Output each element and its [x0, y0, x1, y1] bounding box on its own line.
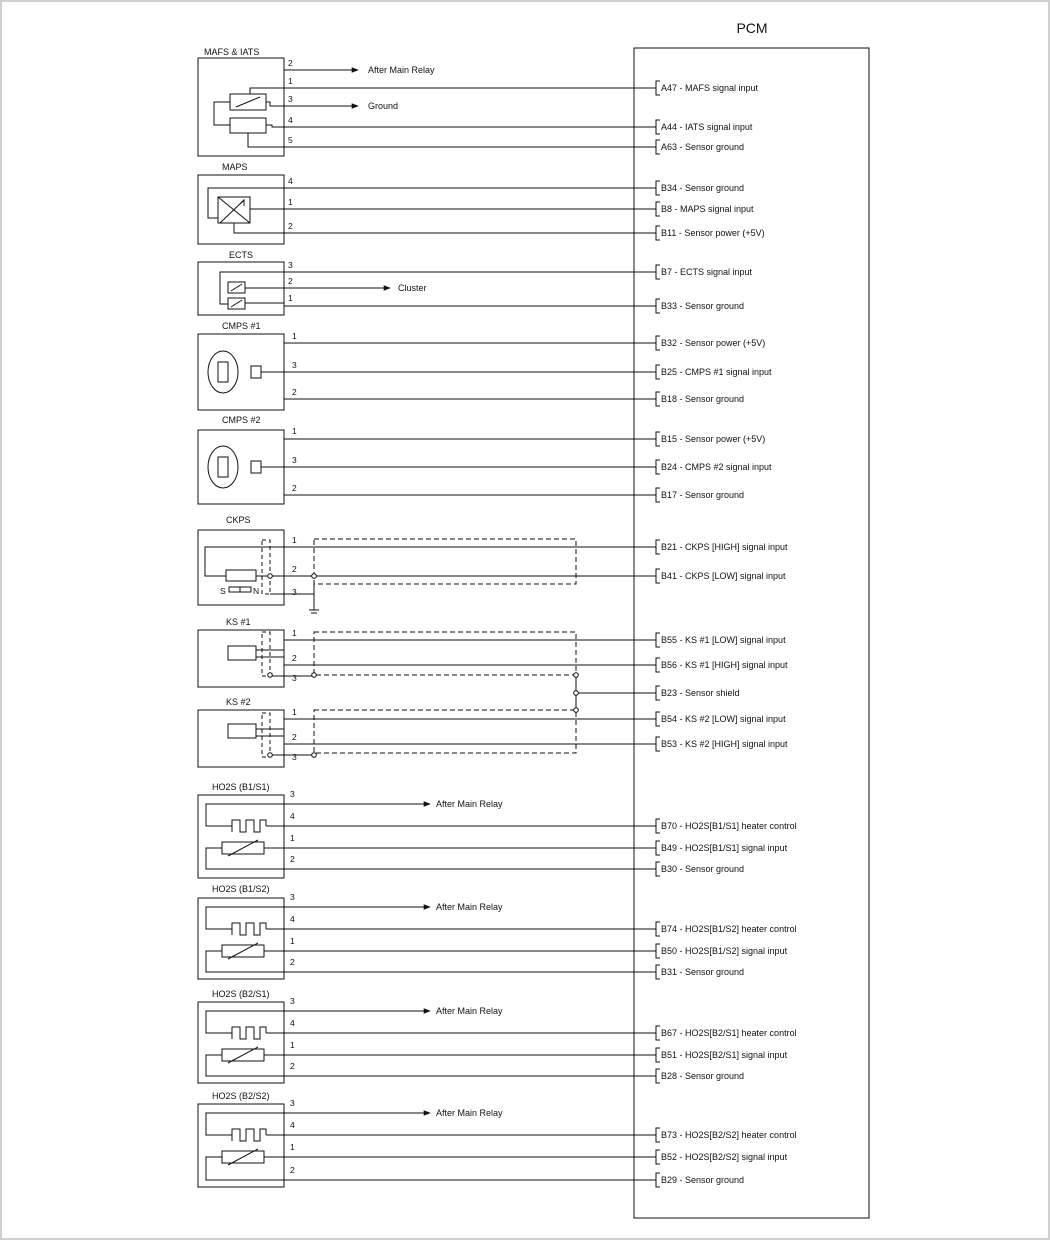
mafs-pin-label: 3 [288, 94, 293, 104]
cmps2-title: CMPS #2 [222, 415, 261, 425]
ects-pcm-connection: B7 - ECTS signal input [661, 267, 753, 277]
cmps1-wheel [208, 351, 238, 393]
ects-ext-label: Cluster [398, 283, 427, 293]
pcm-block [634, 20, 869, 1218]
ks1-pin-label: 3 [292, 673, 297, 683]
ks1-pin-label: 2 [292, 653, 297, 663]
ckps-pcm-connection: B21 - CKPS [HIGH] signal input [661, 542, 788, 552]
ks2-shield-cable [314, 710, 576, 753]
h12-pin-label: 3 [290, 892, 295, 902]
h21-pcm-connection: B51 - HO2S[B2/S1] signal input [661, 1050, 788, 1060]
ckps-magnet-n: N [253, 586, 260, 596]
ckps-magnet-s: S [220, 586, 226, 596]
ects-pin-label: 3 [288, 260, 293, 270]
h12-pin-label: 4 [290, 914, 295, 924]
cmps1-pin-label: 3 [292, 360, 297, 370]
cmps1-pin-label: 1 [292, 331, 297, 341]
sensor-ho2s-b2s2 [198, 1104, 660, 1187]
h21-pin-label: 3 [290, 996, 295, 1006]
h11-pin-label: 2 [290, 854, 295, 864]
maps-pcm-connection: B11 - Sensor power (+5V) [661, 228, 765, 238]
maps-pin-label: 4 [288, 176, 293, 186]
h11-heater [232, 820, 266, 832]
h22-pcm-connection: B73 - HO2S[B2/S2] heater control [661, 1130, 797, 1140]
h21-heater [232, 1027, 266, 1039]
ects-pcm-connection: B33 - Sensor ground [661, 301, 745, 311]
ks2-pcm-connection: B54 - KS #2 [LOW] signal input [661, 714, 786, 724]
ckps-coil [226, 570, 256, 581]
sensor-cmps-1 [198, 334, 660, 410]
ks2-pin-label: 2 [292, 732, 297, 742]
h22-pin-label: 3 [290, 1098, 295, 1108]
ckps-pcm-connection: B41 - CKPS [LOW] signal input [661, 571, 786, 581]
cmps2-pin-label: 3 [292, 455, 297, 465]
h22-heater [232, 1129, 266, 1141]
cmps2-pcm-connection: B15 - Sensor power (+5V) [661, 434, 766, 444]
h22-pin-label: 4 [290, 1120, 295, 1130]
sensor-ho2s-b1s1 [198, 795, 660, 878]
ks2-pin-label: 3 [292, 752, 297, 762]
cmps1-pcm-connection: B32 - Sensor power (+5V) [661, 338, 766, 348]
h22-title: HO2S (B2/S2) [212, 1091, 270, 1101]
maps-pin-label: 1 [288, 197, 293, 207]
ckps-shield-cable [314, 539, 576, 584]
ckps-shield-inner [262, 540, 270, 594]
ckps-pin-label: 3 [292, 587, 297, 597]
h22-ext-label: After Main Relay [436, 1108, 503, 1118]
mafs-pin-label: 4 [288, 115, 293, 125]
shield-link [576, 675, 660, 710]
ks1-pcm-connection: B56 - KS #1 [HIGH] signal input [661, 660, 788, 670]
h21-title: HO2S (B2/S1) [212, 989, 270, 999]
h12-pcm-connection: B31 - Sensor ground [661, 967, 745, 977]
maps-pcm-connection: B8 - MAPS signal input [661, 204, 754, 214]
ects-pin-label: 1 [288, 293, 293, 303]
cmps2-pcm-connection: B24 - CMPS #2 signal input [661, 462, 772, 472]
shield-pcm-connection: B23 - Sensor shield [661, 688, 740, 698]
cmps2-wheel [208, 446, 238, 488]
h11-box [198, 795, 284, 878]
h21-pcm-connection: B67 - HO2S[B2/S1] heater control [661, 1028, 797, 1038]
pcm-box [634, 48, 869, 1218]
mafs-box [198, 58, 284, 156]
mafs-pcm-connection: A63 - Sensor ground [661, 142, 745, 152]
mafs-pcm-connection: A47 - MAFS signal input [661, 83, 759, 93]
sensor-ects [198, 262, 660, 315]
h11-pcm-connection: B30 - Sensor ground [661, 864, 745, 874]
h22-pin-label: 2 [290, 1165, 295, 1175]
h11-pin-label: 4 [290, 811, 295, 821]
mafs-pin-label: 2 [288, 58, 293, 68]
h12-pcm-connection: B50 - HO2S[B1/S2] signal input [661, 946, 788, 956]
mafs-element-slash [236, 97, 260, 107]
cmps2-pcm-connection: B17 - Sensor ground [661, 490, 745, 500]
ks1-pin-label: 1 [292, 628, 297, 638]
cmps2-pin-label: 1 [292, 426, 297, 436]
h12-ext-label: After Main Relay [436, 902, 503, 912]
mafs-title: MAFS & IATS [204, 47, 260, 57]
sensor-maps [198, 175, 660, 244]
cmps1-pcm-connection: B25 - CMPS #1 signal input [661, 367, 772, 377]
ects-title: ECTS [229, 250, 254, 260]
maps-title: MAPS [222, 162, 248, 172]
h22-pin-label: 1 [290, 1142, 295, 1152]
h12-pcm-connection: B74 - HO2S[B1/S2] heater control [661, 924, 797, 934]
sensor-ho2s-b2s1 [198, 1002, 660, 1083]
h21-pcm-connection: B28 - Sensor ground [661, 1071, 745, 1081]
ks1-shield-cable [314, 632, 576, 675]
pcm-title: PCM [736, 20, 768, 36]
mafs-pin-label: 5 [288, 135, 293, 145]
sensor-ckps [198, 530, 660, 613]
cmps2-pin-label: 2 [292, 483, 297, 493]
h12-heater [232, 923, 266, 935]
diagram-frame [1, 1, 1049, 1239]
ckps-title: CKPS [226, 515, 251, 525]
ckps-pin-label: 1 [292, 535, 297, 545]
h11-pin-label: 1 [290, 833, 295, 843]
h11-pcm-connection: B49 - HO2S[B1/S1] signal input [661, 843, 788, 853]
mafs-pin-label: 1 [288, 76, 293, 86]
h12-title: HO2S (B1/S2) [212, 884, 270, 894]
ks2-pin-label: 1 [292, 707, 297, 717]
h21-pin-label: 2 [290, 1061, 295, 1071]
h21-pin-label: 4 [290, 1018, 295, 1028]
h11-pin-label: 3 [290, 789, 295, 799]
ks2-title: KS #2 [226, 697, 251, 707]
ks1-box [198, 630, 284, 687]
cmps1-pcm-connection: B18 - Sensor ground [661, 394, 745, 404]
ects-pin-label: 2 [288, 276, 293, 286]
h11-ext-label: After Main Relay [436, 799, 503, 809]
sensor-ks-1 [198, 630, 660, 687]
h11-title: HO2S (B1/S1) [212, 782, 270, 792]
iats-element [230, 118, 266, 133]
sensor-cmps-2 [198, 430, 660, 504]
cmps1-pin-label: 2 [292, 387, 297, 397]
maps-pcm-connection: B34 - Sensor ground [661, 183, 745, 193]
h12-pin-label: 2 [290, 957, 295, 967]
h21-pin-label: 1 [290, 1040, 295, 1050]
cmps1-title: CMPS #1 [222, 321, 261, 331]
ks1-title: KS #1 [226, 617, 251, 627]
maps-pin-label: 2 [288, 221, 293, 231]
h21-box [198, 1002, 284, 1083]
ckps-pin-label: 2 [292, 564, 297, 574]
h11-pcm-connection: B70 - HO2S[B1/S1] heater control [661, 821, 797, 831]
sensor-ho2s-b1s2 [198, 898, 660, 979]
mafs-ext-label: Ground [368, 101, 399, 111]
ks2-element [228, 724, 256, 738]
ks1-pcm-connection: B55 - KS #1 [LOW] signal input [661, 635, 786, 645]
sensor-ks-2 [198, 710, 660, 767]
mafs-pcm-connection: A44 - IATS signal input [661, 122, 753, 132]
h21-ext-label: After Main Relay [436, 1006, 503, 1016]
h22-pcm-connection: B52 - HO2S[B2/S2] signal input [661, 1152, 788, 1162]
h12-pin-label: 1 [290, 936, 295, 946]
ks1-element [228, 646, 256, 660]
h22-pcm-connection: B29 - Sensor ground [661, 1175, 745, 1185]
mafs-ext-label: After Main Relay [368, 65, 435, 75]
ks2-pcm-connection: B53 - KS #2 [HIGH] signal input [661, 739, 788, 749]
h22-box [198, 1104, 284, 1187]
h12-box [198, 898, 284, 979]
